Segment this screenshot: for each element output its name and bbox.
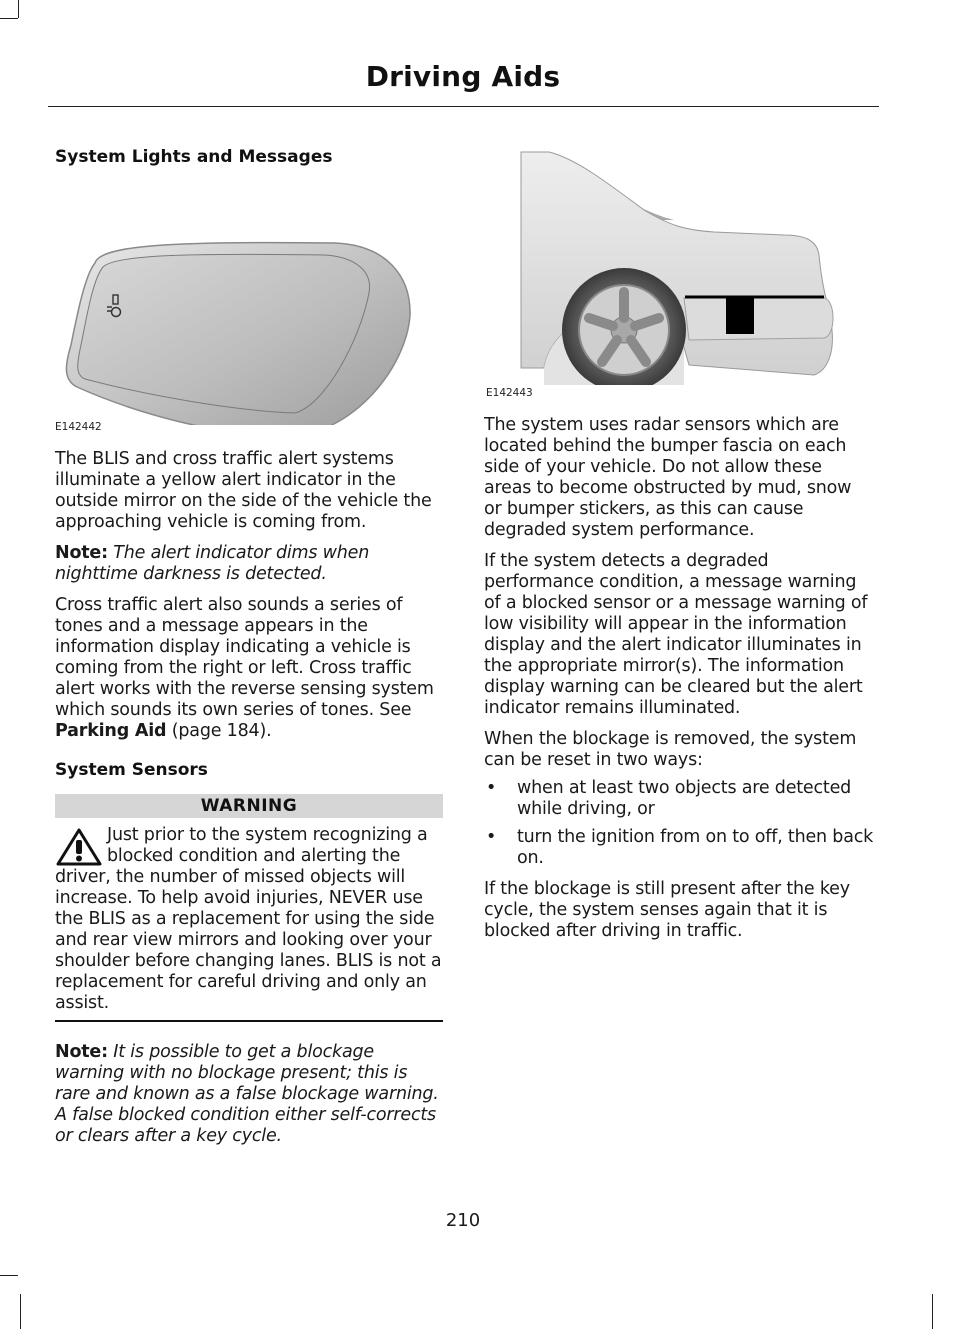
body-paragraph: If the system detects a degraded performance condition, a message warning of a blocked sensor or a message warning of low visibility will appear in the information display and the alert indicator illuminates in the appropriate mirror(s). The information display warning can be cleared but the alert indicator remains illuminated. <box>484 551 868 718</box>
figure-code: E142442 <box>55 421 102 433</box>
note-text: The alert indicator dims when nighttime darkness is detected. <box>55 543 370 584</box>
crop-mark <box>18 0 19 18</box>
body-paragraph: If the blockage is still present after the key cycle, the system senses again that it is blocked after driving in traffic. <box>484 879 850 941</box>
list-item <box>484 827 874 869</box>
section-heading-sensors: System Sensors <box>55 760 208 780</box>
note-paragraph <box>55 543 443 585</box>
warning-box <box>55 794 443 1022</box>
body-paragraph: The BLIS and cross traffic alert systems illuminate a yellow alert indicator in the outside mirror on the side of the vehicle the approaching vehicle is coming from. <box>55 449 432 532</box>
crop-mark <box>0 18 18 19</box>
figure-code: E142443 <box>486 387 533 399</box>
warning-text: Just prior to the system recognizing a blocked condition and alerting the driver, the number of missed objects will increase. To help avoid injuries, NEVER use the BLIS as a replacement for using the side and rear view mirrors and looking over your shoulder before changing lanes. BLIS is not a replacement for careful driving and only an assist. <box>55 825 442 1013</box>
left-column <box>55 140 443 1147</box>
list-item-text: turn the ignition from on to off, then back on. <box>517 827 874 868</box>
page-number: 210 <box>445 1210 481 1231</box>
mirror-figure <box>55 175 443 425</box>
warning-body <box>55 825 443 1014</box>
note-label: Note: <box>55 1042 108 1062</box>
warning-header: WARNING <box>55 794 443 818</box>
crop-mark <box>0 1275 18 1276</box>
list-item <box>484 778 874 820</box>
warning-divider <box>55 1020 443 1022</box>
list-item-text: when at least two objects are detected while driving, or <box>517 778 852 819</box>
page-title: Driving Aids <box>365 60 561 93</box>
title-divider <box>48 106 879 107</box>
body-paragraph: The system uses radar sensors which are located behind the bumper fascia on each side of your vehicle. Do not allow these areas to become obstructed by mud, snow or bumper stickers, as this can cause degraded system performance. <box>484 415 852 540</box>
bullet-icon: • <box>486 778 497 798</box>
cross-reference-link[interactable]: Parking Aid <box>55 721 167 741</box>
crop-mark <box>932 1294 933 1329</box>
note-label: Note: <box>55 543 108 563</box>
reset-methods-list <box>484 778 874 869</box>
note-paragraph <box>55 1042 443 1147</box>
paragraph-text: Cross traffic alert also sounds a series of tones and a message appears in the information display indicating a vehicle is coming from the right or left. Cross traffic alert works with the reverse sensing system which sounds its own series of tones. See <box>55 595 434 720</box>
paragraph-text: (page 184). <box>166 721 272 741</box>
blind-spot-indicator-icon <box>103 293 125 319</box>
body-paragraph: When the blockage is removed, the system can be reset in two ways: <box>484 729 857 770</box>
rear-bumper-figure <box>484 140 874 399</box>
bullet-icon: • <box>486 827 497 847</box>
right-column <box>484 140 874 942</box>
section-heading-lights: System Lights and Messages <box>55 147 333 167</box>
warning-triangle-icon <box>55 827 103 867</box>
note-text: It is possible to get a blockage warning with no blockage present; this is rare and known as a false blockage warning. A false blocked condition either self-corrects or clears after a key cycle. <box>55 1042 439 1146</box>
body-paragraph <box>55 595 443 742</box>
rear-bumper-illustration <box>484 140 874 385</box>
crop-mark <box>20 1294 21 1329</box>
